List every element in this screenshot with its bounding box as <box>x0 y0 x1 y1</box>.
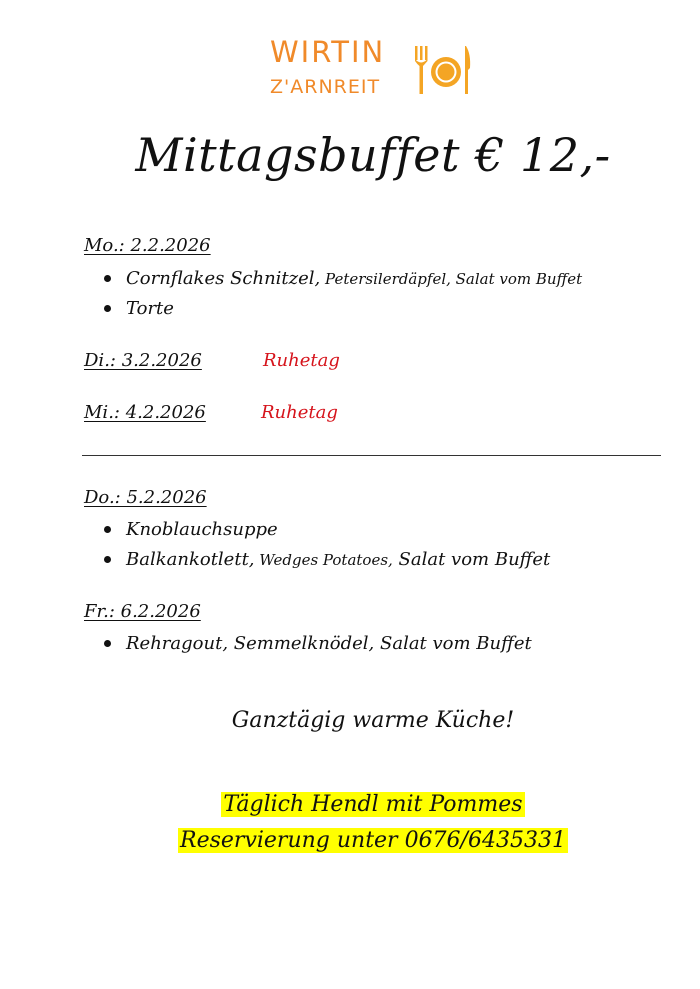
bullet-icon <box>104 640 111 647</box>
logo-name: WIRTIN <box>270 35 386 69</box>
list-item <box>104 545 550 575</box>
menu-list-thursday <box>104 515 550 575</box>
bullet-icon <box>104 556 111 563</box>
bullet-icon <box>104 275 111 282</box>
dish-main: Cornflakes Schnitzel, <box>126 268 321 289</box>
divider <box>82 455 661 456</box>
day-date: Do.: 5.2.2026 <box>84 487 207 508</box>
day-label-monday <box>84 235 211 256</box>
dish-main: Torte <box>126 298 174 319</box>
dish-side: Wedges Potatoes, <box>254 551 393 569</box>
day-label-wednesday <box>84 402 206 423</box>
reservation-info: Reservierung unter 0676/6435331 <box>180 828 566 853</box>
logo <box>268 36 488 104</box>
list-item <box>104 294 582 324</box>
list-item <box>104 515 550 545</box>
day-label-thursday <box>84 487 207 508</box>
dish-main: Rehragout, Semmelknödel, Salat vom Buffet <box>126 633 532 654</box>
dish-tail: Salat vom Buffet <box>392 549 551 570</box>
kitchen-note: Ganztägig warme Küche! <box>231 708 515 733</box>
menu-list-monday <box>104 264 582 324</box>
highlight-line-1 <box>0 792 700 817</box>
page-title: Mittagsbuffet € 12,- <box>135 128 611 182</box>
day-date: Fr.: 6.2.2026 <box>84 601 201 622</box>
bullet-icon <box>104 526 111 533</box>
daily-special: Täglich Hendl mit Pommes <box>223 792 523 817</box>
highlight-line-2 <box>0 828 700 853</box>
logo-location: Z'ARNREIT <box>270 76 381 98</box>
list-item <box>104 264 582 294</box>
list-item <box>104 629 532 659</box>
bullet-icon <box>104 305 111 312</box>
menu-list-friday <box>104 629 532 659</box>
closed-label-tuesday: Ruhetag <box>263 350 340 371</box>
day-date: Di.: 3.2.2026 <box>84 350 202 371</box>
closed-label-wednesday: Ruhetag <box>261 402 338 423</box>
fork-plate-knife-icon <box>410 42 474 98</box>
day-date: Mo.: 2.2.2026 <box>84 235 211 256</box>
day-label-tuesday <box>84 350 202 371</box>
dish-main: Knoblauchsuppe <box>126 519 278 540</box>
day-date: Mi.: 4.2.2026 <box>84 402 206 423</box>
dish-side: Petersilerdäpfel, Salat vom Buffet <box>320 270 583 288</box>
dish-main: Balkankotlett, <box>126 549 255 570</box>
day-label-friday <box>84 601 201 622</box>
